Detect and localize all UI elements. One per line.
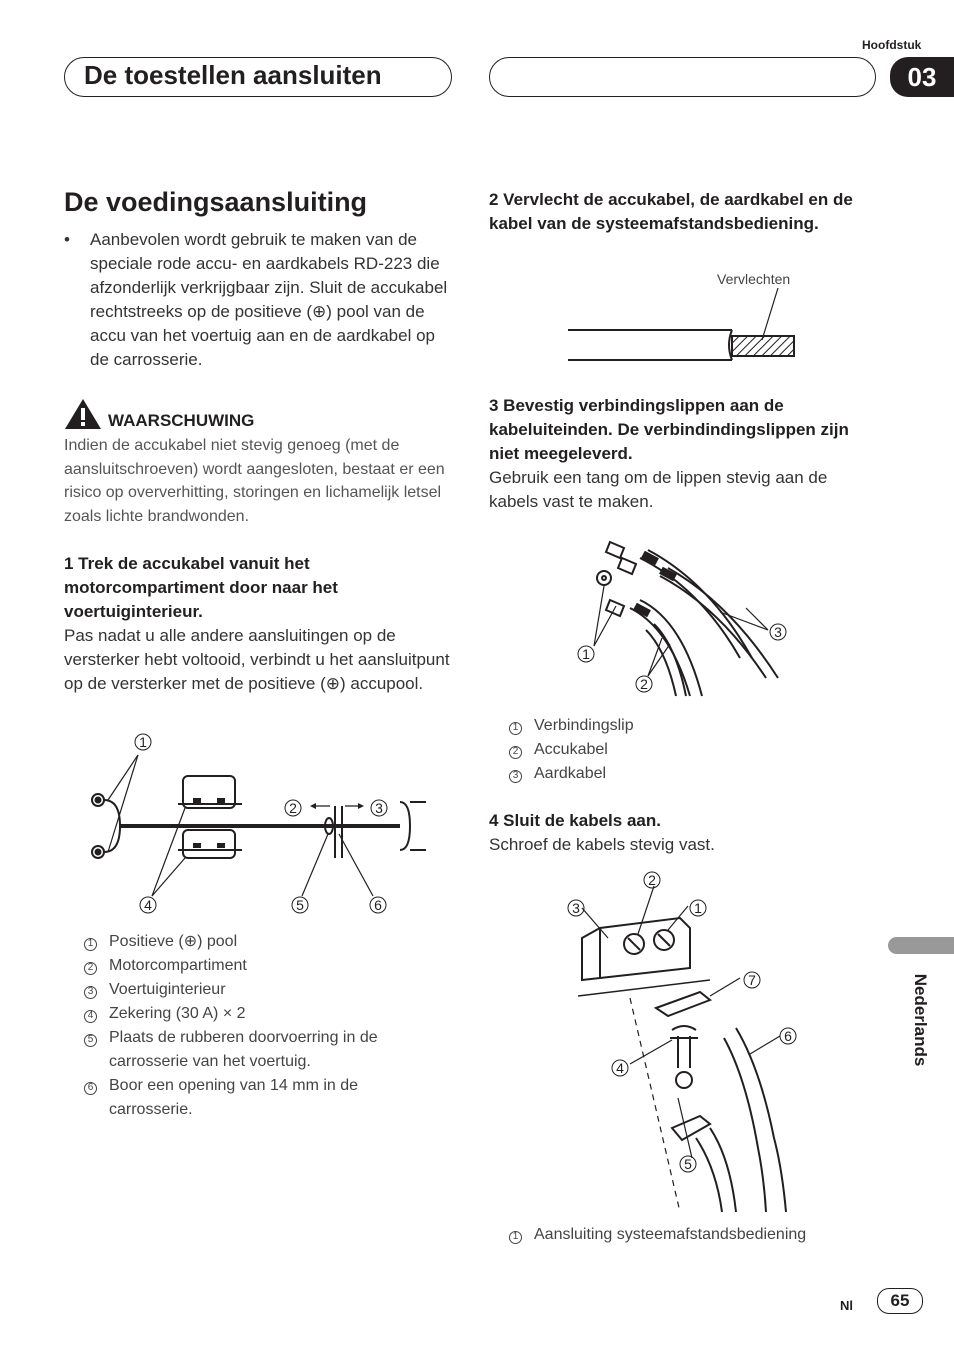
legend-item	[509, 762, 869, 786]
legend-item	[84, 930, 444, 954]
legend-number: 2	[509, 746, 522, 759]
svg-text:2: 2	[640, 676, 648, 692]
svg-text:6: 6	[374, 897, 382, 913]
legend-text: Voertuiginterieur	[109, 981, 226, 998]
legend-number: 1	[509, 1231, 522, 1244]
step1-text: Pas nadat u alle andere aansluitingen op de versterker hebt voltooid, verbindt u het aansluitpunt op de versterker met de positieve (⊕) accupool.	[64, 626, 450, 693]
svg-text:2: 2	[289, 800, 297, 816]
legend-item	[84, 954, 444, 978]
language-tab	[888, 937, 954, 954]
legend-number: 3	[509, 770, 522, 783]
page-title: De voedingsaansluiting	[64, 187, 368, 217]
legend-item	[509, 1223, 869, 1247]
step3-text: Gebruik een tang om de lippen stevig aan de kabels vast te maken.	[489, 468, 828, 511]
svg-text:1: 1	[139, 734, 147, 750]
legend-number: 6	[84, 1082, 97, 1095]
legend-item	[84, 978, 444, 1002]
legend-text: Verbindingslip	[534, 717, 634, 734]
svg-text:5: 5	[684, 1156, 692, 1172]
bullet-dot: •	[64, 230, 70, 249]
svg-text:3: 3	[375, 800, 383, 816]
svg-text:3: 3	[572, 900, 580, 916]
step4-text: Schroef de kabels stevig vast.	[489, 835, 715, 854]
legend-text: Boor een opening van 14 mm in de carrosserie.	[109, 1077, 359, 1118]
warning-title: WAARSCHUWING	[108, 411, 255, 430]
step1-heading: 1 Trek de accukabel vanuit het motorcompartiment door naar het voertuiginterieur.	[64, 554, 338, 621]
svg-text:3: 3	[774, 624, 782, 640]
svg-text:4: 4	[616, 1060, 624, 1076]
twisted-cable-diagram	[566, 288, 802, 368]
svg-text:4: 4	[144, 897, 152, 913]
fig3-legend	[509, 714, 869, 786]
terminal-block-diagram	[560, 868, 810, 1212]
svg-text:2: 2	[648, 872, 656, 888]
legend-text: Zekering (30 A) × 2	[109, 1005, 246, 1022]
chapter-label: Hoofdstuk	[862, 38, 922, 52]
twist-label: Vervlechten	[717, 271, 791, 287]
legend-item	[509, 714, 869, 738]
warning-icon	[64, 398, 102, 430]
section-header-title: De toestellen aansluiten	[84, 60, 382, 90]
legend-text: Positieve (⊕) pool	[109, 933, 238, 950]
svg-text:7: 7	[748, 972, 756, 988]
legend-item	[84, 1002, 444, 1026]
legend-item	[84, 1074, 444, 1122]
power-connection-diagram	[80, 728, 440, 920]
legend-text: Motorcompartiment	[109, 957, 247, 974]
legend-text: Accukabel	[534, 741, 608, 758]
legend-item	[509, 738, 869, 762]
svg-text:5: 5	[296, 897, 304, 913]
bullet-item	[64, 228, 452, 372]
fig4-legend	[509, 1223, 869, 1247]
step4-heading: 4 Sluit de kabels aan.	[489, 811, 661, 830]
svg-text:6: 6	[784, 1028, 792, 1044]
legend-item	[84, 1026, 444, 1074]
language-label: Nederlands	[911, 973, 930, 1067]
bullet-text: Aanbevolen wordt gebruik te maken van de speciale rode accu- en aardkabels RD-223 die afzonderlijk verkrijgbaar zijn. Sluit de accukabel rechtstreeks op de positieve (⊕) pool van de accu van het voertuig aan en de aardkabel op de carrosserie.	[90, 230, 448, 369]
svg-text:1: 1	[582, 646, 590, 662]
lang-code: Nl	[840, 1298, 853, 1313]
step2-heading: 2 Vervlecht de accukabel, de aardkabel en de kabel van de systeemafstandsbediening.	[489, 190, 853, 233]
legend-number: 2	[84, 962, 97, 975]
legend-number: 4	[84, 1010, 97, 1023]
chapter-number-badge: 03	[890, 57, 954, 97]
header-empty-pill	[489, 57, 876, 97]
step3-heading: 3 Bevestig verbindingslippen aan de kabeluiteinden. De verbindindingslippen zijn niet meegeleverd.	[489, 396, 849, 463]
legend-text: Aansluiting systeemafstandsbediening	[534, 1226, 807, 1243]
legend-number: 1	[509, 722, 522, 735]
legend-number: 3	[84, 986, 97, 999]
legend-number: 5	[84, 1034, 97, 1047]
warning-text: Indien de accukabel niet stevig genoeg (met de aansluitschroeven) wordt aangesloten, bestaat er een risico op oververhitting, storingen en lichamelijk letsel zoals lichte brandwonden.	[64, 437, 445, 525]
legend-number: 1	[84, 938, 97, 951]
legend-text: Plaats de rubberen doorvoerring in de carrosserie van het voertuig.	[109, 1029, 378, 1070]
terminal-lugs-diagram	[570, 528, 800, 700]
svg-text:1: 1	[694, 900, 702, 916]
fig1-legend	[84, 930, 444, 1122]
legend-text: Aardkabel	[534, 765, 607, 782]
page-number: 65	[877, 1288, 923, 1314]
